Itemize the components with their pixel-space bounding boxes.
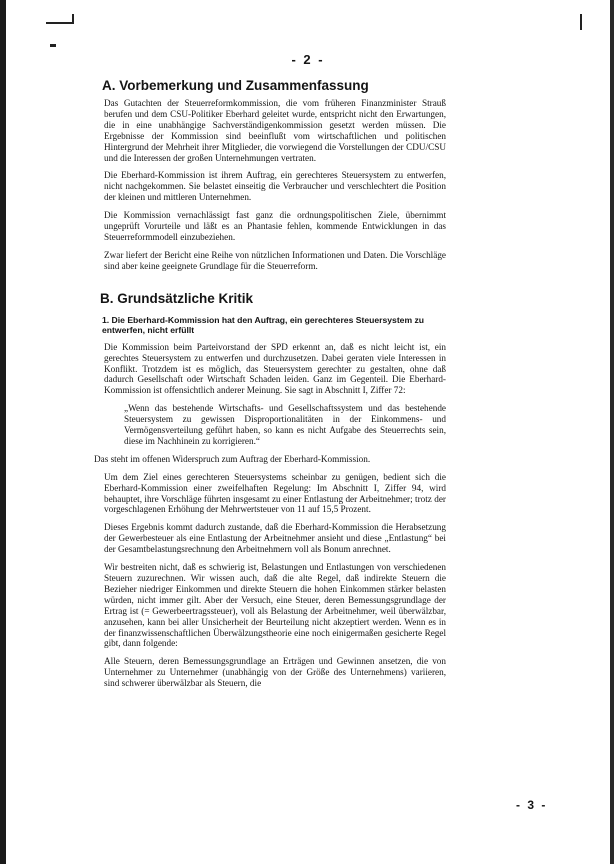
section-b-paragraph: Die Kommission beim Parteivorstand der SPD erkennt an, daß es nicht leicht ist, ein gerechtes Steuersystem zu entwerfen und durchzusetzen. Dabei geraten viele Interessen in Konflikt. Trotzdem ist es möglich, das Steuersystem gerechter zu gestalten, ohne daß dadurch Gesellschaft oder Wirtschaft Schaden leiden. Ganz im Gegenteil. Die Eberhard-Kommission ist offensichtlich anderer Meinung. Sie sagt in Abschnitt I, Ziffer 72: [104, 341, 446, 396]
section-a-paragraph: Die Eberhard-Kommission ist ihrem Auftrag, ein gerechteres Steuersystem zu entwerfen, nicht nachgekommen. Sie belastet einseitig die Verbraucher und verschlechtert die Position der kleinen und mittleren Unternehmen. [104, 170, 446, 203]
page-number: - 2 - [291, 52, 325, 67]
section-b-paragraph: Um dem Ziel eines gerechteren Steuersystems scheinbar zu genügen, bedient sich die Eberhard-Kommission einer zweifelhaften Regelung: Im Abschnitt I, Ziffer 94, wird behauptet, ihre Vorschläge führten insgesamt zu einer Entlastung der Arbeitnehmer; trotz der vorgeschlagenen Erhöhung der Mehrwertsteuer von 11 auf 15,5 Prozent. [104, 471, 446, 515]
scan-mark [72, 14, 74, 24]
section-a-paragraph: Die Kommission vernachlässigt fast ganz die ordnungspolitischen Ziele, übernimmt ungeprüft Vorurteile und läßt es an Phantasie fehlen, kommende Entwicklungen in das Steuerreformmodell einzubeziehen. [104, 210, 446, 242]
section-b-paragraph: Wir bestreiten nicht, daß es schwierig ist, Belastungen und Entlastungen von verschiedenen Steuern zuzurechnen. Wir wissen auch, daß die alte Regel, daß indirekte Steuern die Bezieher niedriger Einkommen und direkte Steuern die hohen Einkommen stärker belasten würden, nicht immer gilt. Aber der Versuch, eine Steuer, deren Bemessungsgrundlage der Ertrag ist (= Gewerbeertragssteuer), voll als Belastung der Arbeitnehmer, weil überwälzbar, anzusehen, kann bei aller Unsicherheit der Beurteilung nicht akzeptiert werden. Wenn es in der finanzwissenschaftlichen Überwälzungstheorie eine noch einigermaßen gesicherte Regel gibt, dann folgende: [104, 562, 446, 649]
scan-mark [46, 22, 72, 24]
scan-mark [50, 44, 56, 47]
section-a-heading: A. Vorbemerkung und Zusammenfassung [102, 78, 369, 93]
scan-mark [580, 14, 582, 30]
section-b-paragraph: Dieses Ergebnis kommt dadurch zustande, daß die Eberhard-Kommission die Herabsetzung der Gewerbesteuer als eine Entlastung der Arbeitnehmer ansieht und diese „Entlastung“ bei der Gesamtbelastungsrechnung den Arbeitnehmern voll als Bonum anrechnet. [104, 522, 446, 555]
section-b-paragraph: Das steht im offenen Widerspruch zum Auftrag der Eberhard-Kommission. [94, 453, 371, 464]
quotation: „Wenn das bestehende Wirtschafts- und Gesellschaftssystem und das bestehende Steuersystem zu gewissen Disproportionalitäten in der Einkommens- und Vermögensverteilung geführt haben, so kann es nicht Aufgabe des Steuerrechts sein, diese im Nachhinein zu korrigieren.“ [124, 403, 446, 446]
next-page-marker: - 3 - [516, 798, 548, 812]
section-a-paragraph: Das Gutachten der Steuerreformkommission, die vom früheren Finanzminister Strauß berufen und dem CSU-Politiker Eberhard geleitet wurde, entspricht nicht den Erwartungen, die in eine unabhängige Sachverständigenkommission gesetzt werden müssen. Die Ergebnisse der Kommission sind beeinflußt vom wirtschaftlichen und politischen Hintergrund der Mehrheit ihrer Mitglieder, die vorwiegend die Vorstellungen der CDU/CSU und die Interessen der großen Unternehmungen vertraten. [104, 98, 446, 163]
document-body [94, 78, 446, 696]
section-b-subheading: 1. Die Eberhard-Kommission hat den Auftrag, ein gerechteres Steuersystem zu entwerfen, nicht erfüllt [102, 314, 425, 336]
section-a-paragraph: Zwar liefert der Bericht eine Reihe von nützlichen Informationen und Daten. Die Vorschläge sind aber keine geeignete Grundlage für die Steuerreform. [104, 249, 446, 271]
section-b-paragraph: Alle Steuern, deren Bemessungsgrundlage an Erträgen und Gewinnen ansetzen, die von Unternehmer zu Unternehmer (unabhängig von der Größe des Unternehmens) variieren, sind schwerer überwälzbar als Steuern, die [104, 656, 446, 689]
section-b-heading: B. Grundsätzliche Kritik [100, 290, 254, 306]
